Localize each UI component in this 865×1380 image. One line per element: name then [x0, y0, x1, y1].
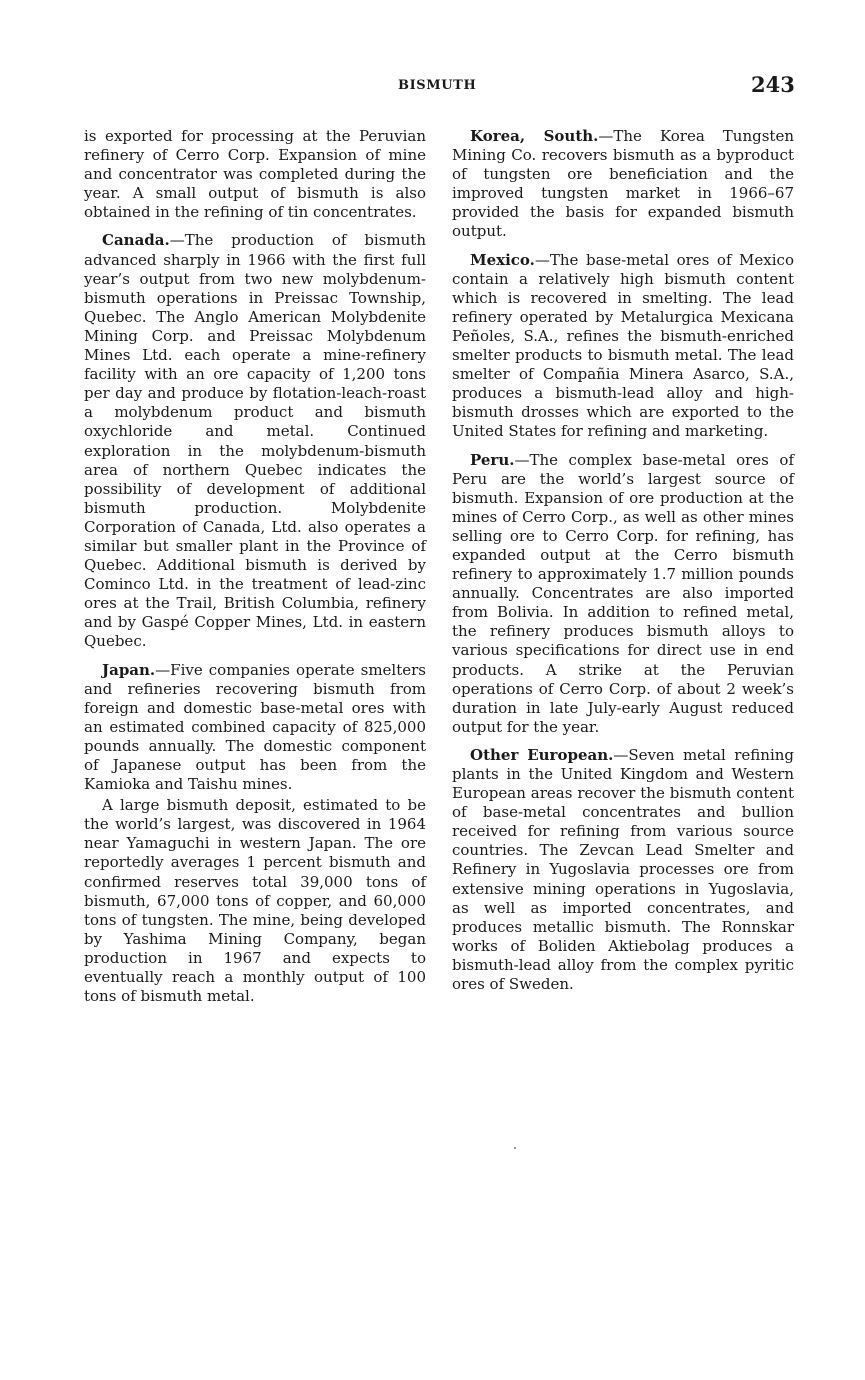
korea-text: —The Korea Tungsten Mining Co. recovers bismuth as a byproduct of tungsten ore beneficiation and the improved tungsten market in 1966–67 provided the basis for expanded bismuth output.: [452, 127, 794, 241]
japan-deposit-paragraph: A large bismuth deposit, estimated to be the world’s largest, was discovered in 1964 near Yamaguchi in western Japan. The ore reportedly averages 1 percent bismuth and confirmed reserves total 39,000 tons of bismuth, 67,000 tons of copper, and 60,000 tons of tungsten. The mine, being developed by Yashima Mining Company, began production in 1967 and expects to eventually reach a monthly output of 100 tons of bismuth metal.: [84, 796, 426, 1006]
other-european-heading: Other European.: [470, 745, 614, 764]
mexico-heading: Mexico.: [470, 250, 535, 269]
korea-paragraph: [452, 127, 794, 242]
korea-heading: Korea, South.: [470, 127, 599, 145]
page-number: 243: [751, 72, 795, 97]
scan-speck: [514, 1147, 516, 1149]
japan-text: —Five companies operate smelters and refineries recovering bismuth from foreign and domestic base-metal ores with an estimated combined capacity of 825,000 pounds annually. The domestic component of Japanese output has been from the Kamioka and Taishu mines.: [84, 660, 426, 794]
peru-heading: Peru.: [470, 450, 515, 469]
other-european-text: —Seven metal refining plants in the United Kingdom and Western European areas recover the bismuth content of base-metal concentrates and bullion received for refining from various source countries. The Zevcan Lead Smelter and Refinery in Yugoslavia processes ore from extensive mining operations in Yugoslavia, as well as imported concentrates, and produces metallic bismuth. The Ronnskar works of Boliden Aktiebolag produces a bismuth-lead alloy from the complex pyritic ores of Sweden.: [452, 745, 795, 994]
other-european-paragraph: [452, 746, 794, 994]
mexico-paragraph: [452, 251, 794, 442]
right-column: [452, 127, 794, 1003]
canada-paragraph: [84, 231, 426, 651]
japan-heading: Japan.: [102, 660, 156, 679]
continuation-paragraph: is exported for processing at the Peruvian refinery of Cerro Corp. Expansion of mine and concentrator was completed during the year. A small output of bismuth is also obtained in the refining of tin concentrates.: [84, 127, 426, 222]
japan-paragraph: [84, 661, 426, 795]
peru-paragraph: [452, 451, 794, 737]
left-column: [84, 127, 426, 1015]
peru-text: —The complex base-metal ores of Peru are the world’s largest source of bismuth. Expansion of ore production at the mines of Cerro Corp., as well as other mines selling ore to Cerro Corp. for refining, has expanded output at the Cerro bismuth refinery to approximately 1.7 million pounds annually. Concentrates are also imported from Bolivia. In addition to refined metal, the refinery produces bismuth alloys to various specifications for direct use in end products. A strike at the Peruvian operations of Cerro Corp. of about 2 week’s duration in late July-early August reduced output for the year.: [452, 450, 794, 736]
canada-text: —The production of bismuth advanced sharply in 1966 with the first full year’s output from two new molybdenum-bismuth operations in Preissac Township, Quebec. The Anglo American Molybdenite Mining Corp. and Preissac Molybdenum Mines Ltd. each operate a mine-refinery facility with an ore capacity of 1,200 tons per day and produce by flotation-leach-roast a molybdenum product and bismuth oxychloride and metal. Continued exploration in the molybdenum-bismuth area of northern Quebec indicates the possibility of development of additional bismuth production. Molybdenite Corporation of Canada, Ltd. also operates a similar but smaller plant in the Province of Quebec. Additional bismuth is derived by Cominco Ltd. in the treatment of lead-zinc ores at the Trail, British Columbia, refinery and by Gaspé Copper Mines, Ltd. in eastern Quebec.: [84, 231, 426, 651]
running-head: BISMUTH: [398, 78, 477, 93]
mexico-text: —The base-metal ores of Mexico contain a relatively high bismuth content which is recovered in smelting. The lead refinery operated by Metalurgica Mexicana Peñoles, S.A., refines the bismuth-enriched smelter products to bismuth metal. The lead smelter of Compañia Minera Asarco, S.A., produces a bismuth-lead alloy and high-bismuth drosses which are exported to the United States for refining and marketing.: [452, 250, 794, 441]
canada-heading: Canada.: [102, 231, 170, 250]
